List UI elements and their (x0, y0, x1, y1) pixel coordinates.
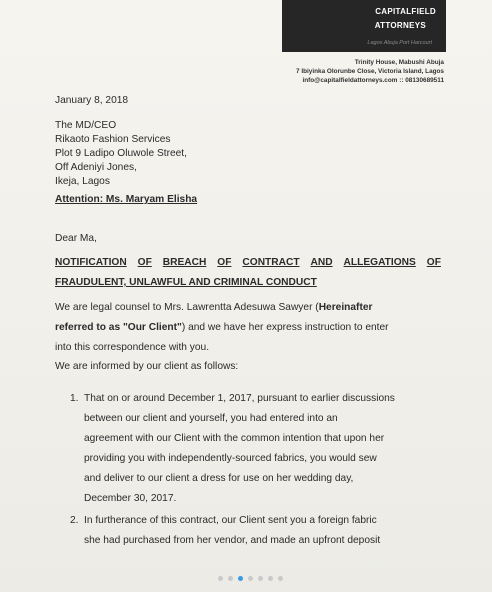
item-line: and deliver to our client a dress for use on her wedding day, (84, 473, 354, 484)
recipient-line: Plot 9 Ladipo Oluwole Street, (55, 148, 187, 159)
intro-line: We are informed by our client as follows: (55, 361, 239, 372)
subject-line-1 (55, 257, 441, 268)
item-line: That on or around December 1, 2017, pursuant to earlier discussions (84, 393, 395, 404)
item-number: 2. (70, 515, 79, 526)
item-line: In furtherance of this contract, our Client sent you a foreign fabric (84, 515, 377, 526)
subject-line-2: FRAUDULENT, UNLAWFUL AND CRIMINAL CONDUCT (55, 277, 317, 288)
letterhead-logo-block (282, 0, 446, 52)
subject-word: ALLEGATIONS (343, 257, 416, 268)
address-line: Trinity House, Mabushi Abuja (354, 59, 444, 66)
subject-word: OF (217, 257, 232, 268)
pager-dot[interactable] (238, 576, 243, 581)
firm-type: ATTORNEYS (374, 21, 426, 30)
pager-dot[interactable] (248, 576, 253, 581)
intro-line (55, 302, 372, 313)
firm-cities: Lagos Abuja Port Harcourt (367, 40, 432, 46)
pager-dot[interactable] (228, 576, 233, 581)
address-line: 7 Ibiyinka Olorunbe Close, Victoria Island, Lagos (296, 68, 444, 75)
recipient-line: The MD/CEO (55, 120, 117, 131)
subject-word: BREACH (162, 257, 207, 268)
subject-word: NOTIFICATION (55, 257, 127, 268)
pager-dot[interactable] (258, 576, 263, 581)
intro-text: ) and we have her express instruction to enter (181, 322, 389, 333)
intro-bold: Hereinafter (318, 302, 373, 313)
pager-dot[interactable] (278, 576, 283, 581)
attention-line: Attention: Ms. Maryam Elisha (55, 194, 198, 205)
intro-line: into this correspondence with you. (55, 342, 210, 353)
subject-word: AND (310, 257, 333, 268)
carousel-pager[interactable] (218, 576, 283, 581)
recipient-line: Ikeja, Lagos (55, 176, 110, 187)
subject-word: OF (137, 257, 152, 268)
intro-line (55, 322, 389, 333)
letter-date: January 8, 2018 (55, 95, 129, 106)
firm-name: CAPITALFIELD (375, 7, 436, 16)
item-line: agreement with our Client with the common intention that upon her (84, 433, 385, 444)
recipient-line: Off Adeniyi Jones, (55, 162, 137, 173)
intro-text: We are legal counsel to Mrs. Lawrentta Adesuwa Sawyer ( (55, 302, 319, 313)
recipient-line: Rikaoto Fashion Services (55, 134, 171, 145)
pager-dot[interactable] (268, 576, 273, 581)
item-line: December 30, 2017. (84, 493, 177, 504)
salutation: Dear Ma, (55, 233, 97, 244)
intro-bold: referred to as "Our Client" (55, 322, 182, 333)
firm-address (296, 58, 444, 85)
subject-word: CONTRACT (242, 257, 300, 268)
pager-dot[interactable] (218, 576, 223, 581)
item-line: she had purchased from her vendor, and made an upfront deposit (84, 535, 381, 546)
item-line: providing you with independently-sourced fabrics, you would sew (84, 453, 377, 464)
address-line: info@capitalfieldattorneys.com :: 08130689511 (302, 77, 444, 84)
item-number: 1. (70, 393, 79, 404)
subject-word: OF (426, 257, 441, 268)
item-line: between our client and yourself, you had entered into an (84, 413, 338, 424)
